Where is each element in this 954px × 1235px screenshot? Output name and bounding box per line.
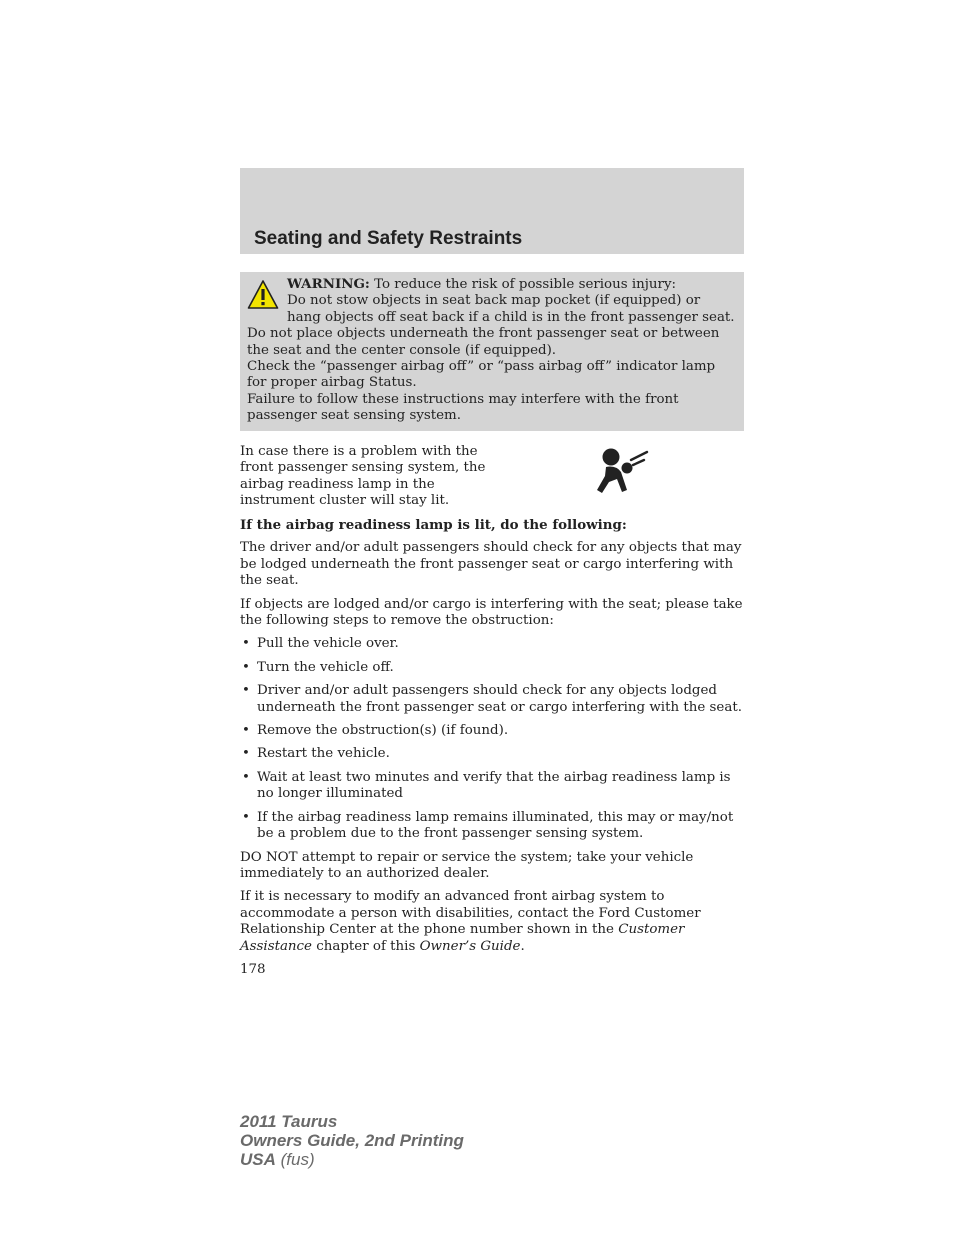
warning-line: Check the “passenger airbag off” or “pass airbag off” indicator lamp for proper airbag Status. [247, 359, 716, 391]
warning-line: Do not stow objects in seat back map pocket (if equipped) or hang objects off seat back if a child is in the front passenger seat. [287, 293, 735, 325]
page-number: 178 [240, 961, 266, 977]
steps-list [240, 636, 748, 842]
paragraph: The driver and/or adult passengers should check for any objects that may be lodged underneath the front passenger seat or cargo interfering with the seat. [240, 540, 742, 589]
warning-box [240, 272, 744, 431]
document-footer [240, 1112, 464, 1169]
instruction-heading: If the airbag readiness lamp is lit, do the following: [240, 517, 627, 533]
list-item: • Pull the vehicle over. [240, 636, 748, 652]
warning-line: Do not place objects underneath the front passenger seat or between the seat and the center console (if equipped). [247, 326, 720, 358]
section-title: Seating and Safety Restraints [254, 228, 523, 249]
list-item: • Turn the vehicle off. [240, 660, 748, 676]
intro-paragraph: In case there is a problem with the front passenger sensing system, the airbag readiness lamp in the instrument cluster will stay lit. [240, 444, 486, 509]
list-item: • Driver and/or adult passengers should check for any objects lodged underneath the front passenger seat or cargo interfering with the seat. [240, 683, 748, 716]
list-item: • If the airbag readiness lamp remains illuminated, this may or may/not be a problem due to the front passenger sensing system. [240, 810, 748, 843]
warning-lead: WARNING: To reduce the risk of possible serious injury: [287, 276, 677, 292]
airbag-readiness-icon [594, 446, 650, 496]
list-item: • Restart the vehicle. [240, 746, 748, 762]
chapter-reference: Customer Assistance [240, 922, 685, 954]
footer-line: Owners Guide, 2nd Printing [240, 1131, 464, 1150]
footer-line: USA (fus) [240, 1150, 315, 1169]
paragraph: DO NOT attempt to repair or service the system; take your vehicle immediately to an authorized dealer. [240, 849, 694, 881]
section-header-band [240, 168, 744, 254]
paragraph: If it is necessary to modify an advanced front airbag system to accommodate a person with disabilities, contact the Ford Customer Relationship Center at the phone number shown in the Customer Assistance chapter of this Owner’s Guide. [240, 889, 701, 954]
guide-reference: Owner’s Guide [419, 938, 521, 954]
warning-triangle-icon [247, 279, 279, 311]
list-item: • Remove the obstruction(s) (if found). [240, 723, 748, 739]
body-content [240, 517, 748, 985]
warning-line: Failure to follow these instructions may interfere with the front passenger seat sensing system. [247, 391, 679, 424]
paragraph: If objects are lodged and/or cargo is interfering with the seat; please take the following steps to remove the obstruction: [240, 596, 743, 629]
list-item: • Wait at least two minutes and verify that the airbag readiness lamp is no longer illuminated [240, 770, 748, 803]
warning-label: WARNING: [287, 276, 370, 292]
footer-line: 2011 Taurus [240, 1112, 338, 1131]
